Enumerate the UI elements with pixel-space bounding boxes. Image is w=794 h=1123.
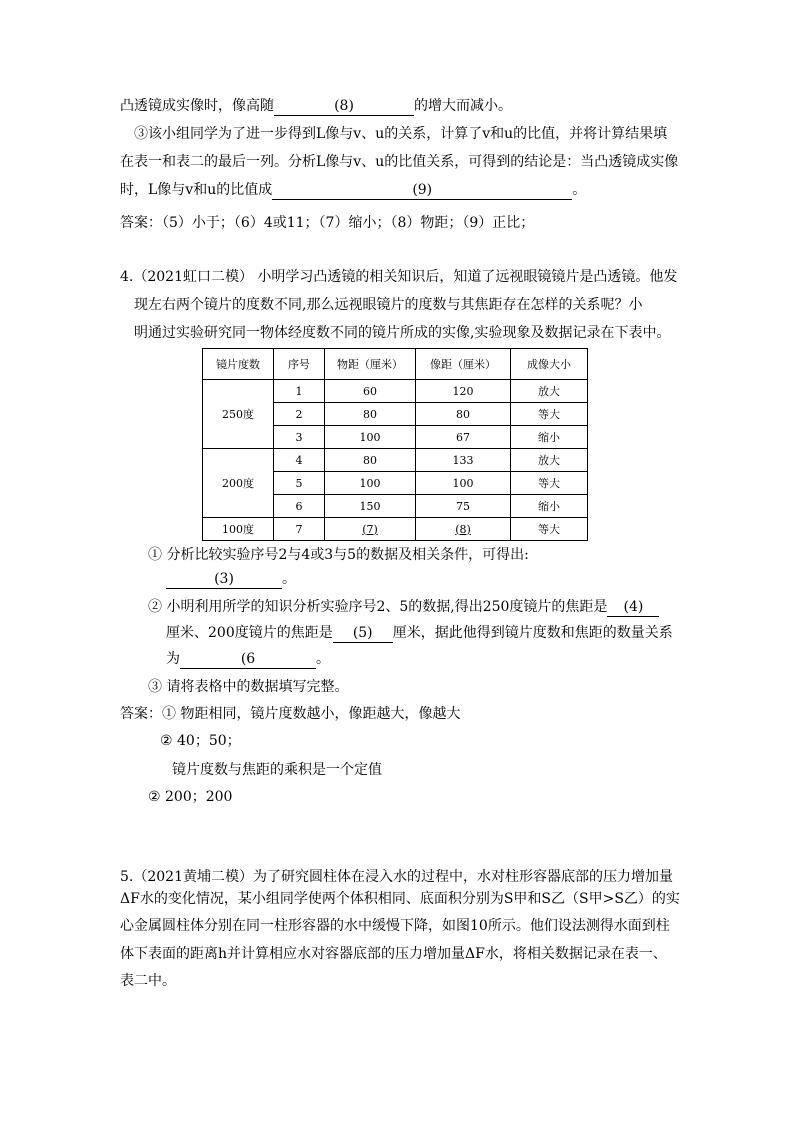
table-cell: 80 (325, 449, 416, 472)
answer-blank: (6 (180, 650, 316, 669)
table-cell: 133 (416, 449, 511, 472)
text: 。 (282, 571, 296, 587)
table-cell: 100 (416, 472, 511, 495)
text: 厘米、200度镜片的焦距是 (166, 625, 333, 641)
table-cell: 100 (325, 472, 416, 495)
header-cell: 镜片度数 (203, 349, 274, 380)
table-cell: 放大 (511, 449, 588, 472)
answer-blank: (4) (607, 598, 659, 617)
sub-question (148, 597, 659, 617)
answer-blank: (8) (274, 97, 414, 116)
table-cell: 放大 (511, 380, 588, 403)
answer-line: ② 40；50； (160, 733, 241, 749)
header-cell: 成像大小 (511, 349, 588, 380)
answer-blank: (9) (272, 181, 572, 200)
table-header-row (203, 349, 588, 380)
answer-line: 答案：（5）小于；（6）4或11；（7）缩小；（8）物距；（9）正比； (120, 215, 535, 231)
paragraph-line (120, 96, 512, 116)
degree-cell: 100度 (203, 518, 274, 541)
data-table (202, 348, 588, 541)
table-cell: 4 (274, 449, 325, 472)
answer-blank: (5) (333, 624, 393, 643)
header-cell: 序号 (274, 349, 325, 380)
paragraph-line: 表二中。 (120, 973, 176, 989)
paragraph-line: 心金属圆柱体分别在同一柱形容器的水中缓慢下降，如图10所示。他们设法测得水面到柱 (120, 918, 670, 934)
table-cell: 75 (416, 495, 511, 518)
table-cell: 2 (274, 403, 325, 426)
paragraph-line: 在表一和表二的最后一列。分析L像与v、u的比值关系，可得到的结论是：当凸透镜成实像 (120, 154, 679, 170)
header-cell: 物距（厘米） (325, 349, 416, 380)
paragraph-line: 明通过实验研究同一物体经度数不同的镜片所成的实像,实验现象及数据记录在下表中。 (134, 325, 671, 341)
sub-question: ① 分析比较实验序号2与4或3与5的数据及相关条件，可得出: (148, 547, 529, 563)
paragraph-line: ΔF水的变化情况，某小组同学使两个体积相同、底面积分别为S甲和S乙（S甲>S乙）的实 (120, 891, 680, 907)
paragraph-line (120, 180, 586, 200)
sub-question: ③ 请将表格中的数据填写完整。 (148, 679, 349, 695)
answer-line: 答案：① 物距相同，镜片度数越小，像距越大，像越大 (120, 706, 461, 722)
blank-cell: (8) (455, 522, 471, 536)
degree-cell: 250度 (203, 380, 274, 449)
paragraph-line: ③该小组同学为了进一步得到L像与v、u的关系，计算了v和u的比值，并将计算结果填 (134, 126, 668, 142)
text: 厘米，据此他得到镜片度数和焦距的数量关系 (392, 625, 673, 641)
sub-question (166, 649, 330, 669)
paragraph-line: 体下表面的距离h并计算相应水对容器底部的压力增加量ΔF水，将相关数据记录在表一、 (120, 946, 667, 962)
answer-blank: (3) (166, 570, 282, 589)
blank-cell: (7) (362, 522, 378, 536)
question-title: 4.（2021虹口二模） 小明学习凸透镜的相关知识后，知道了远视眼镜镜片是凸透镜。他发 (120, 269, 678, 285)
table-cell: 60 (325, 380, 416, 403)
table-cell: 等大 (511, 518, 588, 541)
table-cell: 120 (416, 380, 511, 403)
degree-cell: 200度 (203, 449, 274, 518)
table-cell (325, 518, 416, 541)
table-cell: 3 (274, 426, 325, 449)
table-cell: 等大 (511, 472, 588, 495)
text: 的增大而减小。 (414, 98, 512, 114)
table-cell: 80 (416, 403, 511, 426)
table-cell: 缩小 (511, 426, 588, 449)
text: 凸透镜成实像时，像高随 (120, 98, 274, 114)
question-title: 5.（2021黄埔二模）为了研究圆柱体在浸入水的过程中，水对柱形容器底部的压力增加量 (120, 869, 673, 885)
table-cell: 等大 (511, 403, 588, 426)
table-row (203, 380, 588, 403)
answer-line: 镜片度数与焦距的乘积是一个定值 (172, 762, 382, 778)
table-cell: 80 (325, 403, 416, 426)
table-cell (416, 518, 511, 541)
table-cell: 缩小 (511, 495, 588, 518)
header-cell: 像距（厘米） (416, 349, 511, 380)
table-cell: 100 (325, 426, 416, 449)
table-cell: 67 (416, 426, 511, 449)
table-cell: 7 (274, 518, 325, 541)
table-cell: 150 (325, 495, 416, 518)
text: ② 小明利用所学的知识分析实验序号2、5的数据,得出250度镜片的焦距是 (148, 599, 608, 615)
sub-question-answer (166, 569, 296, 589)
text: 时，L像与v和u的比值成 (120, 182, 273, 198)
sub-question (166, 623, 673, 643)
table-cell: 1 (274, 380, 325, 403)
paragraph-line: 现左右两个镜片的度数不同,那么远视眼镜片的度数与其焦距存在怎样的关系呢？小 (134, 297, 643, 313)
text: 。 (572, 182, 587, 198)
table-row (203, 449, 588, 472)
text: 为 (166, 651, 180, 667)
table-row (203, 518, 588, 541)
table-cell: 6 (274, 495, 325, 518)
text: 。 (316, 651, 330, 667)
answer-line: ② 200；200 (148, 789, 233, 805)
table-cell: 5 (274, 472, 325, 495)
